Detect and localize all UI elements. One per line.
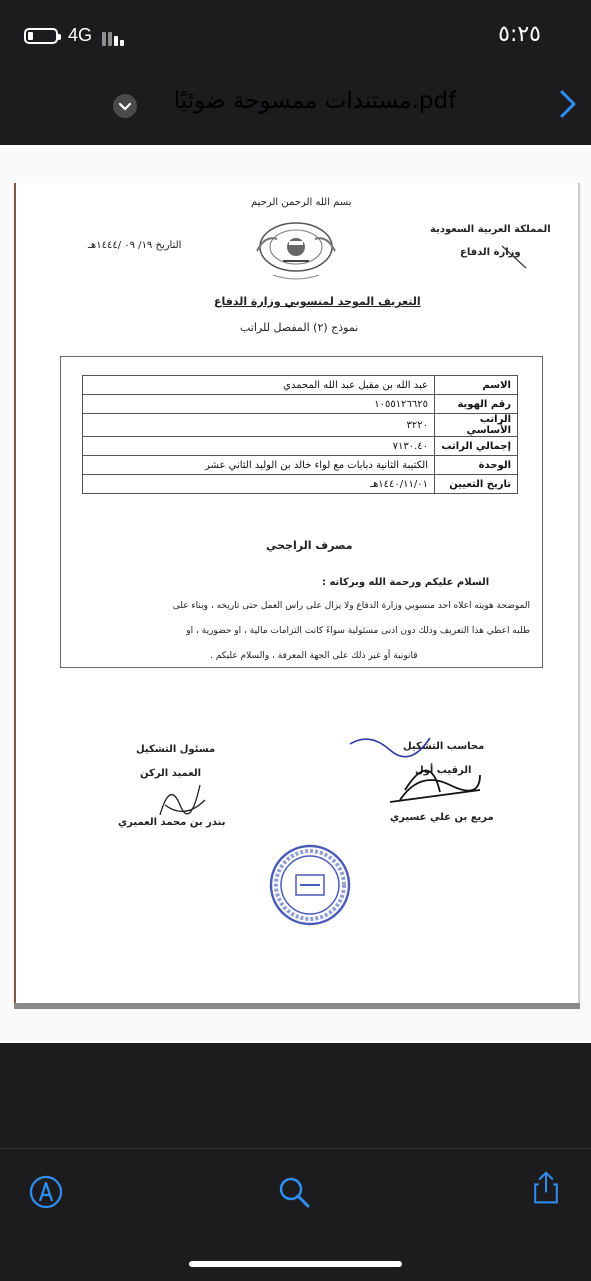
back-chevron-icon[interactable] xyxy=(554,86,584,122)
basmala: بسم الله الرحمن الرحيم xyxy=(251,197,352,208)
table-key: الراتب الأساسي xyxy=(435,414,518,437)
title-menu-chevron-icon[interactable] xyxy=(113,94,137,118)
ministry-label: وزارة الدفاع xyxy=(460,247,521,258)
table-key: إجمالي الراتب xyxy=(435,437,518,456)
battery-icon xyxy=(24,28,58,44)
table-key: الوحدة xyxy=(435,456,518,475)
country-label: المملكة العربية السعودية xyxy=(430,224,551,235)
home-indicator[interactable] xyxy=(189,1261,402,1267)
right-signatory-title: محاسب التشكيل xyxy=(403,741,485,752)
table-row xyxy=(83,395,518,414)
search-icon[interactable] xyxy=(276,1174,312,1210)
table-row xyxy=(83,414,518,437)
body-line-1: الموضحة هويته أعلاه أحد منسوبي وزارة الدفاع ولا يزال على رأس العمل حتى تاريخه ، وبناء على xyxy=(172,601,530,611)
markup-pen-icon[interactable] xyxy=(28,1174,64,1210)
table-row xyxy=(83,456,518,475)
table-value: ١٤٤٠/١١/٠١هـ xyxy=(83,475,435,494)
table-value: الكتيبة الثانية دبابات مع لواء خالد بن الوليد الثاني عشر xyxy=(83,456,435,475)
network-label: 4G xyxy=(68,25,93,45)
table-key: تاريخ التعيين xyxy=(435,475,518,494)
status-bar xyxy=(0,0,591,70)
table-row xyxy=(83,437,518,456)
table-key: الاسم xyxy=(435,376,518,395)
document-heading: التعريف الموحد لمنسوبي وزارة الدفاع xyxy=(214,295,421,308)
signal-icon xyxy=(102,30,132,46)
table-value: ١٠٥٥١٢٦٦٢٥ xyxy=(83,395,435,414)
table-value: عبد الله بن مقبل عبد الله المحمدي xyxy=(83,376,435,395)
document-date: التاريخ ١٩/ ٠٩ /١٤٤٤هـ xyxy=(88,240,182,251)
table-key: رقم الهوية xyxy=(435,395,518,414)
left-signatory-title: مسئول التشكيل xyxy=(136,744,216,755)
right-signatory-rank: الرقيب أول xyxy=(415,765,472,776)
left-signatory-rank: العميد الركن xyxy=(140,768,202,779)
official-stamp-icon xyxy=(268,843,352,927)
table-row xyxy=(83,376,518,395)
body-line-3: قانونية أو غير ذلك على الجهة المعرفة ، والسلام عليكم . xyxy=(210,651,418,661)
left-signatory-name: بندر بن محمد العميري xyxy=(118,817,226,828)
ministry-emblem-icon xyxy=(243,217,349,283)
table-value: ٧١٣٠.٤٠ xyxy=(83,437,435,456)
employee-info-table xyxy=(82,375,518,494)
table-value: ٣٢٢٠ xyxy=(83,414,435,437)
document-title[interactable]: مستندات ممسوحة ضوئيًا.pdf xyxy=(173,88,457,114)
bank-name: مصرف الراجحي xyxy=(266,539,353,552)
body-line-2: طلبه أعطي هذا التعريف وذلك دون أدنى مسئولية سواءً كانت التزامات مالية ، أو حضورية ، أو xyxy=(186,626,530,636)
ministry-stroke-icon xyxy=(500,242,530,272)
right-signatory-name: مريع بن علي عسيري xyxy=(390,812,494,823)
clock: ٥:٢٥ xyxy=(498,22,541,47)
greeting: السلام عليكم ورحمة الله وبركاته : xyxy=(322,577,490,588)
document-subheading: نموذج (٢) المفصل للراتب xyxy=(240,321,359,334)
share-icon[interactable] xyxy=(528,1170,564,1206)
table-row xyxy=(83,475,518,494)
right-signature-icon xyxy=(330,730,490,810)
